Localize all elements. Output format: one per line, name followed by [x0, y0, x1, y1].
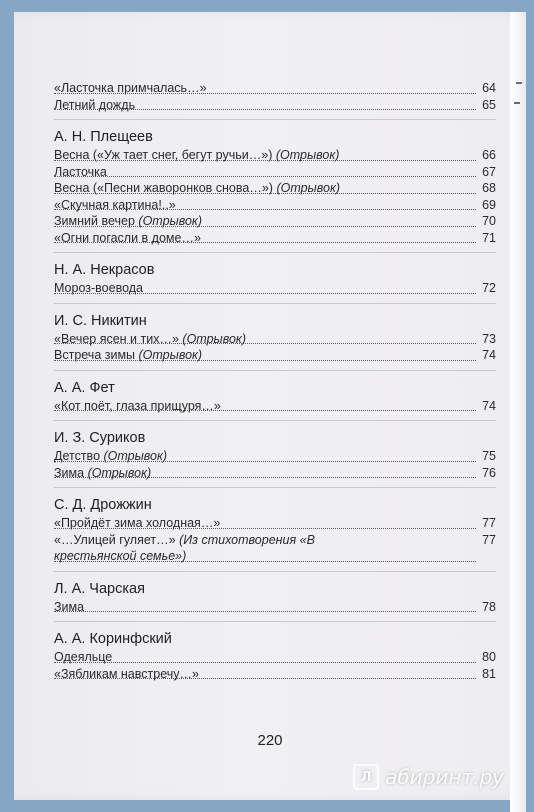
toc-entry-title: «Ласточка примчалась…» [54, 81, 207, 95]
toc-entry-note: (Отрывок) [275, 148, 340, 162]
toc-entry-label [54, 532, 354, 565]
toc-entry-label [54, 649, 112, 666]
toc-entry-title: Одеяльце [54, 650, 113, 664]
author-heading: И. С. Никитин [54, 312, 147, 329]
toc-entry-label [54, 280, 143, 297]
toc-entry-label [54, 347, 202, 364]
author-heading: С. Д. Дрожжин [54, 497, 152, 513]
toc-entry[interactable] [54, 230, 496, 247]
toc-entry[interactable] [54, 97, 496, 114]
leader-dots [54, 176, 476, 177]
watermark [353, 764, 504, 790]
toc-entry-note: (Отрывок) [138, 214, 202, 228]
toc-entry-title: Зимний вечер [54, 214, 135, 228]
toc-entry-title: «Огни погасли в доме…» [54, 230, 201, 245]
toc-entry[interactable] [54, 164, 496, 181]
toc-entry-label [54, 97, 135, 114]
toc-entry-page: 73 [482, 331, 496, 346]
toc-entry-note: (Отрывок) [138, 348, 203, 362]
table-of-contents [54, 80, 496, 682]
toc-entry-page: 64 [482, 81, 496, 95]
toc-entry-label [54, 180, 340, 197]
toc-entry-note: (Отрывок) [182, 331, 246, 346]
toc-entry-page: 72 [482, 281, 496, 295]
toc-entry-title: Зима [54, 599, 85, 614]
toc-entry-page: 80 [482, 650, 496, 664]
toc-entry-label [54, 147, 339, 164]
toc-entry[interactable] [54, 331, 496, 348]
labirint-logo-icon: Л [353, 764, 379, 790]
toc-entry-title: Ласточка [54, 164, 107, 179]
toc-entry-label [54, 448, 167, 465]
section-separator [54, 487, 496, 488]
toc-entry-page: 70 [482, 214, 496, 228]
toc-entry-label [54, 331, 246, 348]
toc-entry[interactable] [54, 515, 496, 532]
toc-entry[interactable] [54, 532, 496, 565]
toc-entry-page: 76 [482, 465, 496, 480]
section-separator [54, 621, 496, 622]
toc-entry[interactable] [54, 80, 496, 97]
toc-entry[interactable] [54, 649, 496, 666]
toc-entry[interactable] [54, 599, 496, 616]
section-separator [54, 252, 496, 253]
author-heading: И. З. Суриков [54, 430, 146, 446]
fold-mark [516, 82, 522, 84]
toc-entry[interactable] [54, 280, 496, 297]
page-number: 220 [257, 732, 283, 749]
toc-entry-title: «Пройдёт зима холодная…» [54, 516, 221, 530]
toc-entry-page: 71 [482, 230, 496, 245]
toc-entry-label [54, 599, 84, 616]
toc-entry-title: Встреча зимы [54, 348, 136, 362]
toc-entry-page: 74 [482, 348, 496, 362]
toc-entry-page: 67 [482, 164, 496, 179]
toc-entry-page: 65 [482, 97, 496, 112]
toc-entry-title: Мороз-воевода [54, 281, 143, 295]
page-fold [510, 12, 526, 812]
toc-entry-note: (Отрывок) [103, 449, 168, 463]
book-page [14, 12, 526, 800]
author-heading: А. Н. Плещеев [54, 129, 153, 145]
toc-entry-page: 77 [482, 532, 496, 547]
toc-entry[interactable] [54, 180, 496, 197]
toc-entry-label [54, 515, 220, 532]
toc-entry[interactable] [54, 465, 496, 482]
toc-entry-label [54, 398, 221, 415]
toc-entry-note: (Из стихотворения «В крестьянской семье») [54, 532, 315, 563]
toc-entry[interactable] [54, 147, 496, 164]
toc-entry-title: «Скучная картина!..» [54, 197, 176, 212]
author-heading: Н. А. Некрасов [54, 262, 155, 278]
toc-entry[interactable] [54, 197, 496, 214]
toc-entry-title: Весна («Песни жаворонков снова…») [54, 181, 273, 195]
toc-entry-label [54, 465, 151, 482]
toc-entry-page: 77 [482, 516, 496, 530]
toc-entry[interactable] [54, 347, 496, 364]
toc-entry-title: Зима [54, 465, 85, 480]
toc-entry[interactable] [54, 448, 496, 465]
section-separator [54, 303, 496, 304]
section-separator [54, 571, 496, 572]
toc-entry-page: 78 [482, 599, 496, 614]
toc-entry-label [54, 213, 202, 230]
author-heading: Л. А. Чарская [54, 580, 145, 597]
fold-mark [514, 102, 520, 104]
leader-dots [54, 662, 476, 663]
toc-entry-title: «Зябликам навстречу…» [54, 666, 199, 681]
toc-entry[interactable] [54, 666, 496, 683]
toc-entry-page: 75 [482, 449, 496, 463]
toc-entry-note: (Отрывок) [87, 465, 152, 480]
section-separator [54, 420, 496, 421]
toc-entry-title: Летний дождь [54, 97, 136, 112]
toc-entry-page: 68 [482, 181, 496, 195]
toc-entry-note: (Отрывок) [276, 181, 341, 195]
toc-entry-title: «Вечер ясен и тих…» [54, 331, 179, 346]
toc-entry-label [54, 230, 201, 247]
toc-entry-label [54, 164, 107, 181]
toc-entry-label [54, 197, 176, 214]
toc-entry-title: Детство [54, 449, 101, 463]
toc-entry-title: «…Улицей гуляет…» [54, 532, 176, 547]
author-heading: А. А. Коринфский [54, 631, 172, 647]
toc-entry-page: 69 [482, 197, 496, 212]
toc-entry-page: 81 [482, 666, 496, 681]
toc-entry-label [54, 666, 199, 683]
toc-entry-page: 66 [482, 148, 496, 162]
watermark-text: абиринт.ру [385, 765, 504, 789]
toc-entry[interactable] [54, 213, 496, 230]
leader-dots [54, 611, 476, 612]
toc-entry-title: «Кот поёт, глаза прищуря…» [54, 398, 221, 413]
toc-entry-title: Весна («Уж тает снег, бегут ручьи…») [54, 148, 273, 162]
section-separator [54, 370, 496, 371]
author-heading: А. А. Фет [54, 379, 115, 396]
section-separator [54, 119, 496, 120]
toc-entry[interactable] [54, 398, 496, 415]
toc-entry-label [54, 80, 207, 97]
toc-entry-page: 74 [482, 398, 496, 413]
